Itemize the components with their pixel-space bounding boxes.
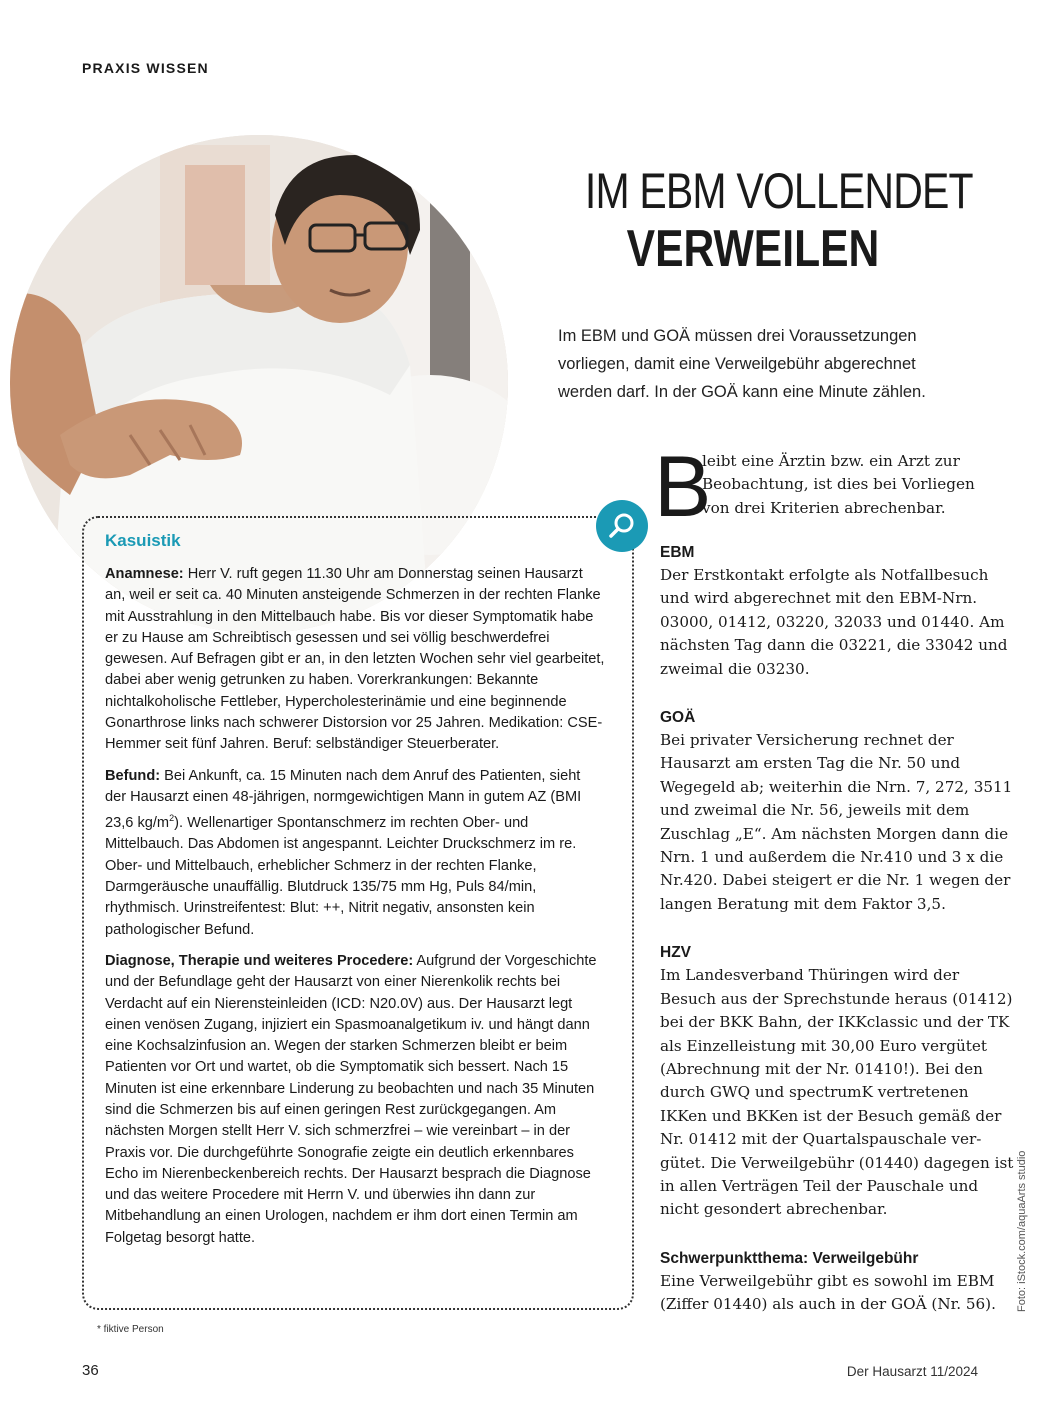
body-line: Zuschlag „E“. Am nächsten Morgen dann die bbox=[660, 824, 1009, 843]
photo-credit: Foto: iStock.com/aquaArts studio bbox=[1016, 1150, 1028, 1312]
befund-label: Befund: bbox=[105, 767, 161, 784]
intro-line: von drei Kriterien abrechenbar. bbox=[702, 498, 946, 517]
befund-superscript: 2 bbox=[169, 813, 175, 824]
anamnese-text: Herr V. ruft gegen 11.30 Uhr am Donnerstag seinen Hausarzt an, weil er seit ca. 40 Minuten ansteigende Schmerzen in der rechten Flanke mit Ausstrahlung in den Mittelbauch habe. Bis vor dieser Symptomatik habe er zu Hause am Schreibtisch gesessen und sei völlig beschwerdefrei gewesen. Auf Befragen gibt er an, in den letzten Wochen sehr viel gearbeitet, dabei aber wenig getrunken zu haben. Vorerkrankungen: Bekannte nichtalkoholische Fettleber, Hypercholesterinämie und eine beginnende Gonarthrose links nach schwerer Distorsion vor 25 Jahren. Medikation: CSE-Hemmer seit fünf Jahren. Beruf: selbständiger Steuerberater. bbox=[105, 566, 605, 753]
intro-lines bbox=[702, 450, 992, 520]
search-icon bbox=[607, 511, 637, 541]
intro-line: Beobachtung, ist dies bei Vorliegen bbox=[702, 475, 975, 494]
body-line: (Ziffer 01440) als auch in der GOÄ (Nr. 56). bbox=[660, 1295, 996, 1314]
diagnose-paragraph bbox=[105, 951, 605, 1249]
body-line: zweimal die 03230. bbox=[660, 659, 810, 678]
body-line: Wegegeld ab; weiterhin die Nrn. 7, 272, 3511 bbox=[660, 777, 1013, 796]
headline-line-1: IM EBM VOLLENDET bbox=[584, 163, 973, 219]
lead-line: vorliegen, damit eine Verweilgebühr abgerechnet bbox=[558, 355, 916, 373]
section-heading-ebm: EBM bbox=[660, 544, 695, 561]
headline-line-2: VERWEILEN bbox=[626, 220, 880, 278]
intro bbox=[654, 439, 980, 535]
body-line: und wird abgerechnet mit den EBM-Nrn. bbox=[660, 589, 978, 608]
case-study-title: Kasuistik bbox=[105, 531, 181, 550]
body-line: 03000, 01412, 03220, 32033 und 01440. Am bbox=[660, 612, 1005, 631]
case-study-text bbox=[105, 564, 605, 1259]
section-body-goae bbox=[660, 729, 1013, 916]
lead-line: Im EBM und GOÄ müssen drei Voraussetzungen bbox=[558, 327, 917, 345]
body-line: durch GWQ und spectrumK vertretenen bbox=[660, 1083, 969, 1102]
body-line: nächsten Tag dann die 03221, die 33042 und bbox=[660, 636, 1008, 655]
body-line: IKKen und BKKen ist der Besuch gemäß der bbox=[660, 1106, 1002, 1125]
section-label: PRAXIS WISSEN bbox=[82, 60, 209, 76]
anamnese-label: Anamnese: bbox=[105, 566, 184, 582]
footnote: * fiktive Person bbox=[97, 1324, 164, 1335]
intro-line: leibt eine Ärztin bzw. ein Arzt zur bbox=[702, 452, 960, 470]
body-line: Der Erstkontakt erfolgte als Notfallbesuch bbox=[660, 566, 989, 584]
body-line: Nrn. 1 und außerdem die Nr.410 und 3 x die bbox=[660, 848, 1004, 867]
body-line: Bei privater Versicherung rechnet der bbox=[660, 731, 954, 750]
issue-label: Der Hausarzt 11/2024 bbox=[846, 1364, 978, 1379]
headline bbox=[548, 162, 973, 278]
body-line: Nr.420. Dabei steigert er die Nr. 1 wegen der bbox=[660, 871, 1011, 890]
lead-line: werden darf. In der GOÄ kann eine Minute zählen. bbox=[558, 383, 926, 401]
body-line: Besuch aus der Sprechstunde heraus (01412) bbox=[660, 989, 1013, 1008]
search-badge bbox=[596, 500, 648, 552]
section-body-focus bbox=[660, 1270, 996, 1317]
body-line: als Einzelleistung mit 30,00 Euro vergütet bbox=[660, 1036, 987, 1055]
befund-text-cont: ). Wellenartiger Spontanschmerz im rechten Ober- und Mittelbauch. Das Abdomen ist angespannt. Leichter Druckschmerz im re. Ober- und Mittelbauch, erheblicher Schmerz in der rechten Flanke, Darmgeräusche unauffällig. Blutdruck 135/75 mm Hg, Puls 84/min, rhythmisch. Urinstreifentest: Blut: ++, Nitrit negativ, ansonsten kein pathologischer Befund. bbox=[105, 815, 577, 938]
diagnose-label: Diagnose, Therapie und weiteres Procedere: bbox=[105, 952, 414, 969]
befund-paragraph bbox=[105, 766, 605, 941]
body-line: nicht gesondert abrechenbar. bbox=[660, 1200, 888, 1219]
section-body-hzv bbox=[660, 964, 1014, 1221]
body-line: (Abrechnung mit der Nr. 01410!). Bei den bbox=[660, 1059, 983, 1078]
body-line: Eine Verweilgebühr gibt es sowohl im EBM bbox=[660, 1271, 995, 1290]
body-line: gütet. Die Verweilgebühr (01440) dagegen ist bbox=[660, 1153, 1014, 1172]
body-line: Nr. 01412 mit der Quartalspauschale ver- bbox=[660, 1130, 982, 1149]
body-line: Im Landesverband Thüringen wird der bbox=[660, 966, 960, 985]
body-line: langen Beratung mit dem Faktor 3,5. bbox=[660, 894, 946, 913]
dropcap: B bbox=[654, 439, 712, 535]
section-heading-goae: GOÄ bbox=[660, 709, 696, 727]
section-heading-hzv: HZV bbox=[660, 944, 691, 962]
body-line: in allen Verträgen Teil der Pauschale und bbox=[660, 1176, 979, 1195]
befund-text: Bei Ankunft, ca. 15 Minuten nach dem Anruf des Patienten, sieht der Hausarzt einen 48-jährigen, normgewichtigen Mann in gutem AZ (BMI 23,6 kg/m bbox=[105, 767, 582, 832]
page-number: 36 bbox=[82, 1362, 99, 1379]
body-line: und zweimal die Nr. 56, jeweils mit dem bbox=[660, 801, 970, 820]
article-column bbox=[654, 439, 1014, 1317]
lead-paragraph bbox=[558, 322, 968, 406]
body-line: Hausarzt am ersten Tag die Nr. 50 und bbox=[660, 754, 961, 773]
section-body-ebm bbox=[660, 564, 1008, 681]
diagnose-text: Aufgrund der Vorgeschichte und der Befundlage geht der Hausarzt von einer Nierenkolik rechts bei Verdacht auf ein Nierensteinleiden (ICD: N20.0V) aus. Der Hausarzt legt einen venösen Zugang, injiziert ein Spasmoanalgetikum iv. und hängt dann eine Kochsalzinfusion an. Wegen der starken Schmerzen bleibt er beim Patienten vor Ort und wartet, ob die Symptomatik sich bessert. Nach 15 Minuten ist eine erkennbare Linderung zu beobachten und nach 35 Minuten sind die Schmerzen bis auf einen geringen Rest zurückgegangen. Am nächsten Morgen stellt Herr V. sich schmerzfrei – wie vereinbart – in der Praxis vor. Die durchgeführte Sonografie zeigte ein deutlich erkennbares Echo im Nierenbeckenbereich rechts. Der Hausarzt besprach die Diagnose und das weitere Procedere mit Herrn V. und überwies ihn dann zur Mitbehandlung an einen Urologen, nachdem er ihm dort einen Termin am Folgetag besorgt hatte. bbox=[105, 952, 597, 1246]
anamnese-paragraph bbox=[105, 564, 605, 756]
section-heading-focus: Schwerpunktthema: Verweilgebühr bbox=[660, 1249, 919, 1267]
body-line: bei der BKK Bahn, der IKKclassic und der TK bbox=[660, 1013, 1010, 1032]
